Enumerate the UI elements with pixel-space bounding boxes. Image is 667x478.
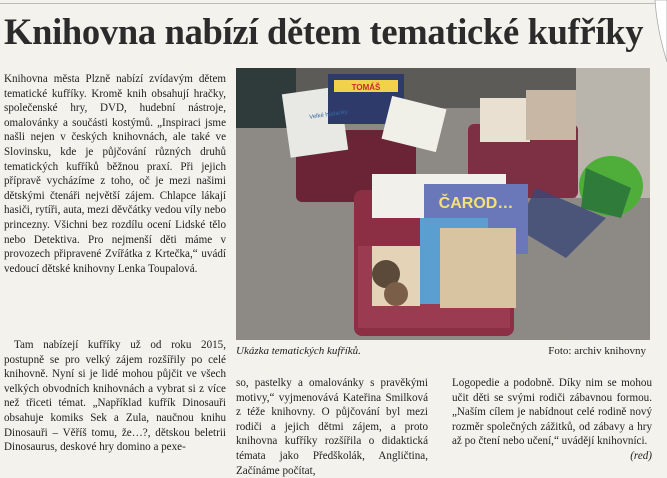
paragraph-closing [452,376,652,462]
column-2 [236,376,428,478]
page-curl [627,0,667,70]
author-tag: (red) [630,449,652,462]
book-title-carod: ČAROD… [438,195,514,212]
closing-text: Logopedie a podobně. Díky nim se mohou učit děti se svými rodiči zábavnou formou. „Naším cílem je nabídnout celé rodině nový rozměr společných zážitků, od zábavy a hry až po čtení nebo učení,“ uvádějí knihovníci. [452,377,652,448]
paragraph-continued: so, pastelky a omalovánky s pravěkými motivy,“ vyjmenovává Kateřina Smilková z téže knihovny. O půjčování byl mezi rodiči a jejich dětmi zájem, a proto knihovna kufříky rozšířila o didaktická témata jako Předškolák, Angličtina, Začínáme počítat, [236,377,428,477]
book-title-tomas: TOMÁŠ [351,83,381,92]
photo-credit: Foto: archiv knihovny [548,345,646,357]
photo-caption-bar [236,345,650,363]
headline: Knihovna nabízí dětem tematické kufříky [4,11,644,52]
paragraph-intro: Knihovna města Plzně nabízí zvídavým dětem tematické kufříky. Kromě knih obsahují hračky, společenské hry, DVD, hudební nástroje, omalovánky a součásti kostýmů. „Inspiraci jsme našli nejen v českých knihovnách, ale také ve Slovinsku, kde je půjčování různých druhů tematických kufříků běžnou praxí. Při jejich přípravě vycházíme z toho, oč je mezi našimi dětskými čtenáři největší zájem. Chlapce lákají hasiči, rytíři, auta, mezi děvčátky vedou víly nebo princezny. Všichni bez rozdílu ocení Lidské tělo nebo Detektiva. Pro nejmenší děti máme v provozech připravené Zvířátka z Krtečka,“ uvádí vedoucí dětské knihovny Lenka Toupalová. [4,73,226,275]
photo-caption: Ukázka tematických kufříků. [236,345,361,357]
column-1 [4,72,226,276]
book-title-hadanky: Velké hádanky [308,109,349,121]
suitcases-photo [236,68,650,340]
top-rule [0,3,667,4]
column-3 [452,376,652,464]
paragraph-history: Tam nabízejí kufříky už od roku 2015, postupně se pro velký zájem rozšířily po celé knihovně. Nyní si je lidé mohou půjčit ve všech velkých obvodních knihovnách a vybrat si z více než třiceti témat. „Například kufřík Dinosauři obsahuje komiks Sek a Zula, naučnou knihu Dinosauři – Věříš tomu, že…?, dětskou beletrii Dinosaurus, deskové hry domino a pexe- [4,339,226,454]
column-1-lower [4,338,226,455]
